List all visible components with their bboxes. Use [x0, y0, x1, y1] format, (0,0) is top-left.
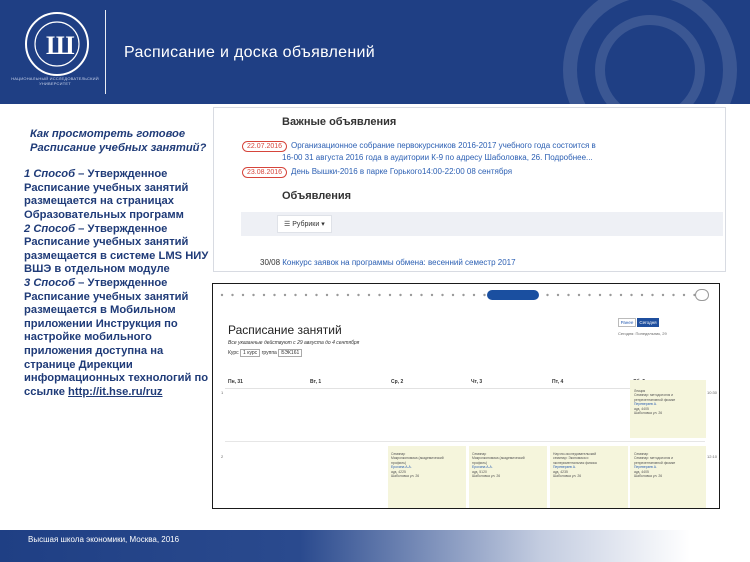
way3-label: 3 Способ [24, 276, 76, 289]
address: Шаболовка ул. 26 [391, 474, 420, 479]
lesson-name: семинар: Экономика и [553, 456, 589, 461]
address: Шаболовка ул. 26 [553, 474, 582, 479]
date-tick [326, 294, 328, 296]
it-link[interactable]: http://it.hse.ru/ruz [68, 385, 163, 398]
announcement-line: Организационное собрание первокурсников 2016-2017 учебного года состоится в [291, 141, 596, 150]
announcement-item[interactable] [242, 140, 596, 162]
rubrics-label: Рубрики [292, 221, 320, 228]
today-button[interactable]: Сегодня [637, 318, 659, 327]
next-week-button[interactable] [695, 289, 709, 301]
date-tick [609, 294, 611, 296]
date-tick [399, 294, 401, 296]
date-tick [672, 294, 674, 296]
way2-label: 2 Способ [24, 222, 76, 235]
hse-logo-icon [22, 8, 92, 80]
date-tick [305, 294, 307, 296]
date-strip [216, 290, 716, 300]
chevron-down-icon: ▾ [319, 221, 325, 228]
date-tick [294, 294, 296, 296]
date-tick [567, 294, 569, 296]
logo-caption: НАЦИОНАЛЬНЫЙ ИССЛЕДОВАТЕЛЬСКИЙ УНИВЕРСИТЕТ [11, 76, 99, 86]
date-tick [441, 294, 443, 296]
date-tick [683, 294, 685, 296]
current-week-highlight [487, 290, 539, 300]
lesson-details [472, 452, 525, 478]
row-divider [225, 441, 705, 442]
date-tick [420, 294, 422, 296]
date-tick [368, 294, 370, 296]
address: Шаболовка ул. 26 [634, 474, 663, 479]
lesson-name: экспериментальная физика [553, 460, 597, 465]
prev-button[interactable]: Ранее [618, 318, 636, 327]
lesson-type: Семинар [634, 452, 649, 456]
date-tick [641, 294, 643, 296]
announcement-line: 16-00 31 августа 2016 года в аудитории К-9 по адресу Шаболовка, 26. Подробнее... [282, 153, 593, 162]
date-tick [588, 294, 590, 296]
way3-text: – Утвержденное Расписание учебных занятий размещается в Мобильном приложении Инструкция по настройке мобильного приложения доступна на странице Дирекции информационных технологий по ссылке [24, 276, 209, 398]
date-tick [630, 294, 632, 296]
date-tick [483, 294, 485, 296]
date-tick [599, 294, 601, 296]
date-tick [284, 294, 286, 296]
schedule-subtitle: Все указанные действуют с 29 августа до 4 сентября [228, 340, 360, 346]
rubrics-button[interactable] [277, 215, 332, 233]
schedule-screenshot [212, 283, 720, 509]
lesson-details [391, 452, 444, 478]
teacher-link[interactable]: Ерохина А.А. [391, 465, 412, 470]
day-header: Вт, 1 [310, 379, 322, 385]
day-header: Чт, 3 [471, 379, 483, 385]
lesson-details [634, 389, 675, 415]
room: ауд. 4225 [391, 469, 406, 474]
date-tick [336, 294, 338, 296]
room: ауд. 4405 [634, 406, 649, 411]
room: ауд. 4235 [553, 469, 568, 474]
date-tick [651, 294, 653, 296]
announcement-date: 30/08 [260, 258, 281, 267]
lesson-name: Макроэкономика (академический [472, 456, 525, 461]
announcements-screenshot [213, 107, 726, 272]
teacher-link[interactable]: Переверзев А. [634, 465, 657, 470]
teacher-link[interactable]: Переверзев А. [553, 465, 576, 470]
lesson-name: профиль) [472, 460, 488, 465]
slide-title: Расписание и доска объявлений [124, 44, 375, 61]
way1-label: 1 Способ [24, 168, 76, 181]
pair-time: 12:10 [707, 454, 718, 459]
date-tick [221, 294, 223, 296]
lesson-type: Семинар [472, 452, 487, 456]
date-tick [252, 294, 254, 296]
lesson-name: Семинар: методология и [634, 393, 674, 398]
lesson-name: Семинар: методология и [634, 456, 674, 461]
lesson-type: Научно-исследовательский [553, 452, 597, 456]
list-icon: ☰ [284, 221, 293, 228]
pair-time: 10:30 [707, 390, 718, 395]
date-tick [546, 294, 548, 296]
question-text: Как просмотреть готовое Расписание учебных занятий? [30, 128, 207, 154]
lesson-name: профиль) [391, 460, 407, 465]
group-select[interactable]: БЭК161 [278, 349, 302, 357]
date-tick [620, 294, 622, 296]
address: Шаболовка ул. 26 [634, 411, 663, 416]
important-announcements-title: Важные объявления [282, 116, 397, 128]
date-tick [473, 294, 475, 296]
lesson-details [553, 452, 597, 478]
date-tick [273, 294, 275, 296]
day-header: Пн, 31 [228, 379, 243, 385]
announcements-title: Объявления [282, 190, 352, 202]
date-tick [431, 294, 433, 296]
slide-header [0, 0, 750, 104]
date-tick [389, 294, 391, 296]
date-tick [452, 294, 454, 296]
announcement-link: Конкурс заявок на программы обмена: весенний семестр 2017 [282, 258, 516, 267]
course-label: Курс [228, 350, 239, 356]
svg-text:Ш: Ш [46, 31, 75, 60]
announcement-item[interactable] [242, 166, 512, 178]
date-tick [578, 294, 580, 296]
date-tick [557, 294, 559, 296]
lesson-name: репрезентативной физике [634, 397, 676, 402]
date-tick [242, 294, 244, 296]
way1-text: – Утвержденное Расписание учебных занятий размещается на страницах Образовательных программ [24, 168, 189, 221]
pair-number: 1 [221, 390, 224, 395]
date-badge: 22.07.2016 [242, 141, 287, 152]
week-label: Сегодня: Понедельник, 29 [618, 331, 667, 336]
date-tick [462, 294, 464, 296]
way2-text: – Утвержденное Расписание учебных занятий размещается в системе LMS НИУ ВШЭ в отдельном модуле [24, 222, 209, 276]
address: Шаболовка ул. 26 [472, 474, 501, 479]
header-divider [105, 10, 106, 94]
teacher-link[interactable]: Ерохина А.А. [472, 465, 493, 470]
rubrics-bar [241, 212, 723, 236]
lesson-name: Макроэкономика (академический [391, 456, 444, 461]
date-tick [315, 294, 317, 296]
announcement-item[interactable] [260, 258, 516, 267]
teacher-link[interactable]: Переверзев А. [634, 402, 657, 407]
decorative-emblem-icon [500, 0, 750, 104]
room: ауд. 4405 [634, 469, 649, 474]
date-tick [410, 294, 412, 296]
pair-number: 2 [221, 454, 224, 459]
filters [228, 350, 302, 356]
date-tick [263, 294, 265, 296]
footer-text: Высшая школа экономики, Москва, 2016 [28, 535, 180, 544]
course-select[interactable]: 1 курс [240, 349, 260, 357]
date-tick [231, 294, 233, 296]
schedule-title: Расписание занятий [228, 323, 342, 337]
group-label: группа [261, 350, 277, 356]
left-text-column [24, 128, 209, 399]
date-tick [347, 294, 349, 296]
lesson-type: Семинар [391, 452, 406, 456]
date-badge: 23.08.2016 [242, 167, 287, 178]
date-tick [357, 294, 359, 296]
lesson-name: репрезентативной физике [634, 460, 676, 465]
date-tick [378, 294, 380, 296]
date-tick [662, 294, 664, 296]
room: ауд. 5120 [472, 469, 487, 474]
announcement-line: День Вышки-2016 в парке Горького14:00-22:00 08 сентября [291, 167, 513, 176]
day-header: Пт, 4 [552, 379, 564, 385]
lesson-type: Лекция [634, 389, 646, 393]
day-header: Ср, 2 [391, 379, 404, 385]
lesson-details [634, 452, 675, 478]
